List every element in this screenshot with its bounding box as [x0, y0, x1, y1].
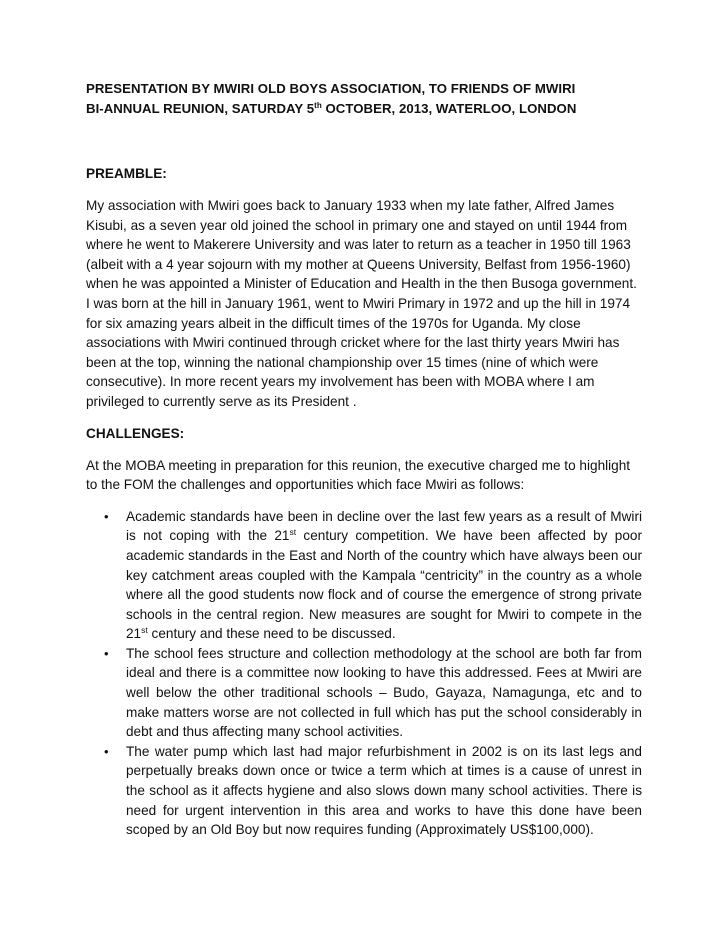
title-line-2-post: OCTOBER, 2013, WATERLOO, LONDON: [321, 101, 577, 116]
list-item: [86, 507, 642, 644]
superscript: st: [289, 527, 297, 538]
challenges-heading: CHALLENGES:: [86, 425, 185, 441]
challenges-list: [86, 507, 642, 840]
bullet-icon: •: [104, 645, 109, 661]
list-item-text: The water pump which last had major refurbishment in 2002 is on its last legs and perpetually breaks down once or twice a term which at times is a cause of unrest in the school as it affects hygiene and also slows down many school activities. There is need for urgent intervention in this area and works to have this done have been scoped by an Old Boy but now requires funding (Approximately US$100,000).: [126, 743, 642, 838]
bullet-icon: •: [104, 743, 109, 759]
superscript: st: [141, 625, 148, 636]
list-item-text: Academic standards have been in decline over the last few years as a result of Mwiri is not coping with the 21st century competition. We have been affected by poor academic standards in the East and North of the country which have always been our key catchment areas coupled with the Kampala “centricity” in the country as a whole where all the good students now flock and of course the emergence of strong private schools in the central region. New measures are sought for Mwiri to compete in the 21st century and these need to be discussed.: [126, 508, 642, 642]
title-superscript: th: [314, 101, 322, 110]
preamble-paragraph: My association with Mwiri goes back to January 1933 when my late father, Alfred James Kisubi, as a seven year old joined the school in primary one and stayed on until 1944 from where he went to Makerere University and was later to return as a teacher in 1950 till 1963 (albeit with a 4 year sojourn with my mother at Queens University, Belfast from 1956-1960) when he was appointed a Minister of Education and Health in the then Busoga government. I was born at the hill in January 1961, went to Mwiri Primary in 1972 and up the hill in 1974 for six amazing years albeit in the difficult times of the 1970s for Uganda. My close associations with Mwiri continued through cricket where for the last thirty years Mwiri has been at the top, winning the national championship over 15 times (nine of which were consecutive). In more recent years my involvement has been with MOBA where I am privileged to currently serve as its President .: [86, 198, 637, 409]
list-item: [86, 644, 642, 742]
document-title-line-1: PRESENTATION BY MWIRI OLD BOYS ASSOCIATION, TO FRIENDS OF MWIRI: [86, 81, 576, 96]
preamble-heading: PREAMBLE:: [86, 166, 167, 181]
challenges-intro: At the MOBA meeting in preparation for this reunion, the executive charged me to highlight to the FOM the challenges and opportunities which face Mwiri as follows:: [86, 457, 631, 493]
document-title-line-2: [86, 99, 642, 119]
list-item-text: The school fees structure and collection methodology at the school are both far from ideal and there is a committee now looking to have this addressed. Fees at Mwiri are well below the other traditional schools – Budo, Gayaza, Namagunga, etc and to make matters worse are not collected in full which has put the school considerably in debt and thus affecting many school activities.: [126, 645, 642, 740]
document-page: [86, 79, 642, 840]
title-line-2-pre: BI-ANNUAL REUNION, SATURDAY 5: [86, 101, 315, 116]
bullet-icon: •: [104, 508, 109, 524]
list-item: [86, 742, 642, 840]
